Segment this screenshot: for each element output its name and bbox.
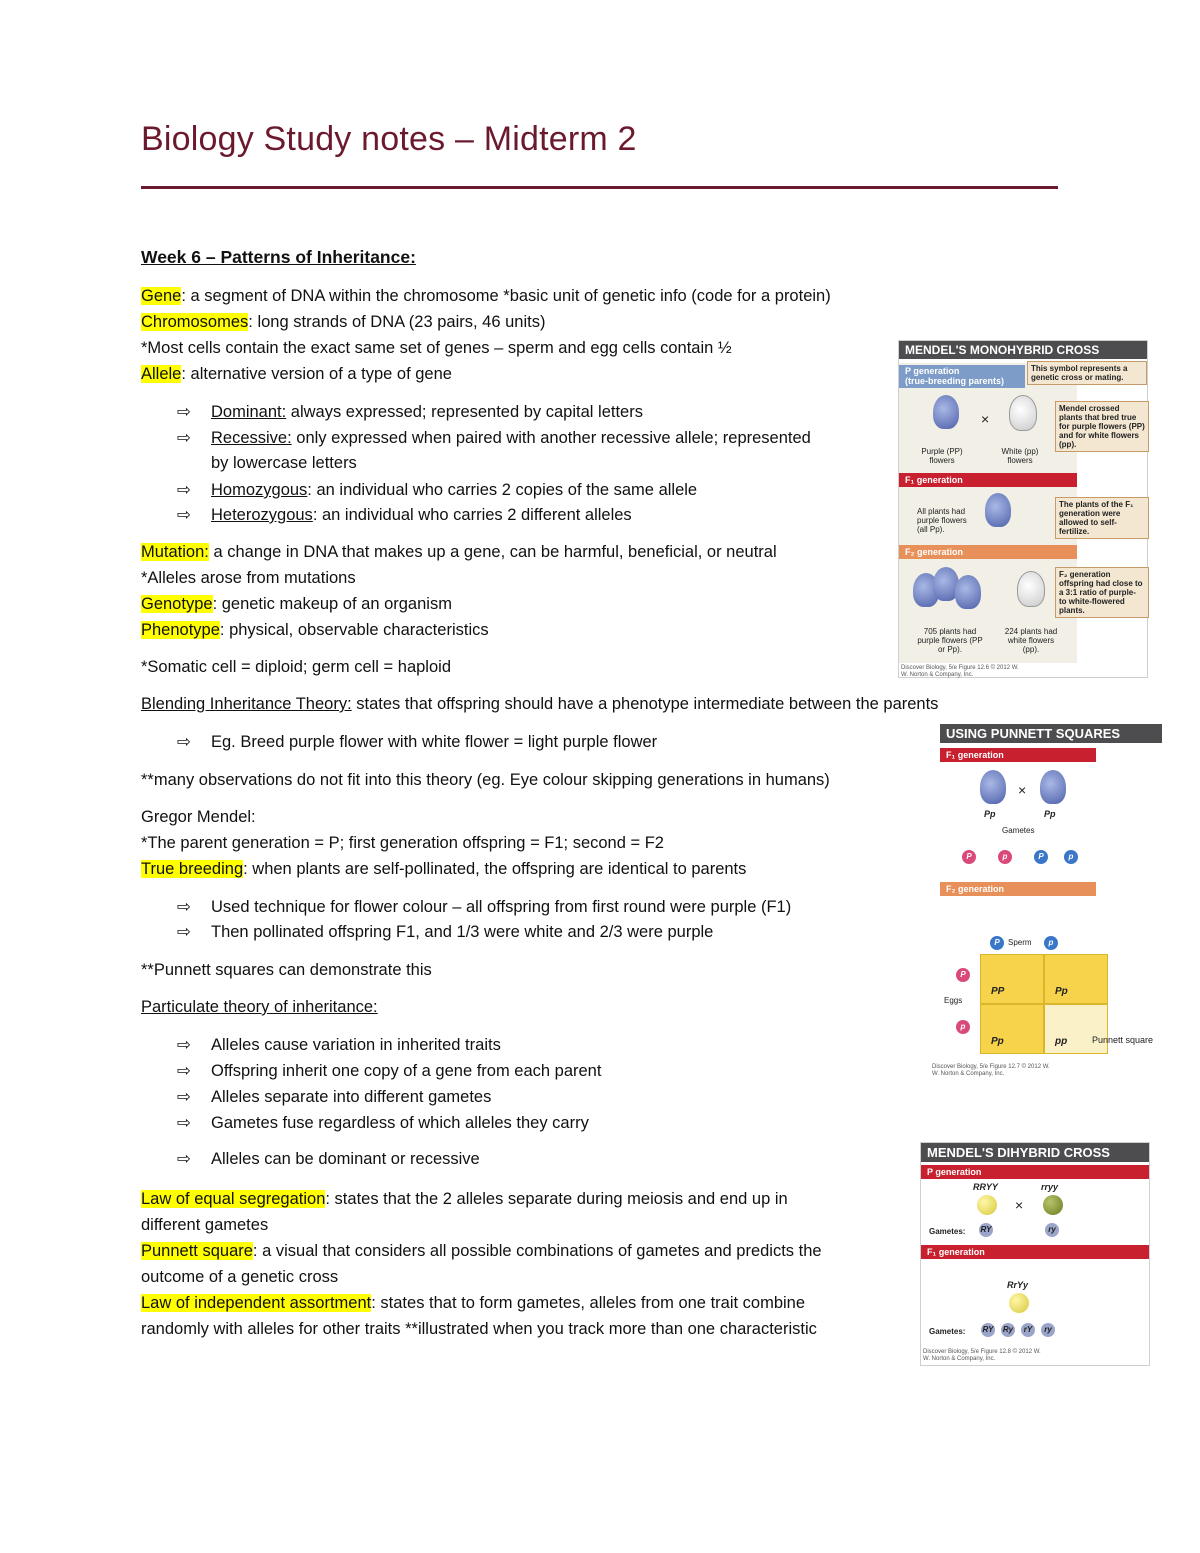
punnett-demo-line: **Punnett squares can demonstrate this: [141, 961, 432, 979]
hetero-item: [177, 504, 632, 526]
sperm-label: Sperm: [1008, 938, 1032, 947]
gamete-icon: RY: [981, 1323, 995, 1337]
punnett-def: : a visual that considers all possible combinations of gametes and predicts the: [252, 1242, 822, 1260]
rryy-lower-label: rryy: [1041, 1182, 1059, 1192]
symbol-callout: This symbol represents a genetic cross or mating.: [1027, 361, 1147, 385]
f1-pea-icon: [1009, 1293, 1029, 1313]
somatic-line: *Somatic cell = diploid; germ cell = haploid: [141, 658, 451, 676]
gamete-P-icon: P: [962, 850, 976, 864]
recessive-def: only expressed when paired with another recessive allele; represented: [291, 429, 811, 447]
segregation-term: Law of equal segregation: [141, 1190, 326, 1208]
white-flower-icon: [1009, 395, 1037, 431]
gamete-P-icon: P: [1034, 850, 1048, 864]
arrow-icon: ⇨: [177, 481, 191, 499]
egg-p-icon: p: [956, 1020, 970, 1034]
genotype-term: Genotype: [141, 595, 213, 613]
punnett-cont: outcome of a genetic cross: [141, 1268, 339, 1286]
gametes-label: Gametes:: [929, 1227, 966, 1236]
arrow-icon: ⇨: [177, 1062, 191, 1080]
pp-right-label: Pp: [1044, 809, 1056, 819]
then-poll-item: [177, 921, 713, 943]
particulate-text-2: Offspring inherit one copy of a gene from each parent: [211, 1062, 602, 1080]
recessive-cont: by lowercase letters: [211, 454, 357, 472]
segregation-def: : states that the 2 alleles separate during meiosis and end up in: [325, 1190, 788, 1208]
arrow-icon: ⇨: [177, 429, 191, 447]
arrow-icon: ⇨: [177, 1036, 191, 1054]
punnett-cell: [980, 954, 1044, 1004]
purple-705-label: 705 plants had purple flowers (PP or Pp).: [917, 627, 983, 654]
punnett-cell: [980, 1004, 1044, 1054]
p-gen-sub: (true-breeding parents): [905, 376, 1005, 386]
p-gen-label: P generation: [905, 366, 960, 376]
punnett-header: USING PUNNETT SQUARES: [940, 724, 1162, 743]
purple-flower-icon: [933, 395, 959, 429]
phenotype-def: : physical, observable characteristics: [219, 621, 489, 639]
purple-pp-label: Purple (PP) flowers: [921, 447, 963, 465]
f2-purple-flower-icon: [955, 575, 981, 609]
segregation-line: [141, 1188, 788, 1210]
phenotype-term: Phenotype: [141, 621, 220, 639]
particulate-text-5: Alleles can be dominant or recessive: [211, 1150, 480, 1168]
sperm-P-icon: P: [990, 936, 1004, 950]
rryy-upper-label: RRYY: [973, 1182, 998, 1192]
gamete-icon: ry: [1041, 1323, 1055, 1337]
independent-term: Law of independent assortment: [141, 1294, 372, 1312]
particulate-item-2: [177, 1060, 601, 1082]
arrow-icon: ⇨: [177, 506, 191, 524]
chrom-term: Chromosomes: [141, 313, 249, 331]
parent-gen-line: *The parent generation = P; first generation offspring = F1; second = F2: [141, 834, 664, 852]
f1-flower-icon: [985, 493, 1011, 527]
dominant-def: always expressed; represented by capital letters: [286, 403, 643, 421]
eggs-label: Eggs: [944, 996, 963, 1005]
wrinkled-green-pea-icon: [1043, 1195, 1063, 1215]
gametes-f1-label: Gametes:: [929, 1327, 966, 1336]
punnett-cell: [1044, 1004, 1108, 1054]
particulate-text-4: Gametes fuse regardless of which alleles they carry: [211, 1114, 589, 1132]
white-pp-label: White (pp) flowers: [1001, 447, 1039, 465]
allele-def: : alternative version of a type of gene: [181, 365, 452, 383]
dominant-term: Dominant:: [211, 403, 287, 421]
mutation-def: a change in DNA that makes up a gene, can be harmful, beneficial, or neutral: [208, 543, 777, 561]
dihybrid-credit: Discover Biology, 5/e Figure 12.8 © 2012 W. W. Norton & Company, Inc.: [923, 1349, 1041, 1362]
dominant-item: [177, 401, 643, 423]
dihybrid-figure: [920, 1142, 1150, 1366]
punnett-line: [141, 1240, 822, 1262]
monohybrid-header: MENDEL'S MONOHYBRID CROSS: [899, 341, 1147, 359]
monohybrid-credit: Discover Biology, 5/e Figure 12.6 © 2012 W. W. Norton & Company, Inc.: [901, 665, 1019, 678]
sperm-p-icon: p: [1044, 936, 1058, 950]
punnett-figure: [932, 724, 1162, 1077]
independent-line: [141, 1292, 805, 1314]
segregation-cont: different gametes: [141, 1216, 269, 1234]
blending-line: [141, 693, 938, 715]
egg-P-icon: P: [956, 968, 970, 982]
homo-item: [177, 479, 697, 501]
blending-eg-item: [177, 731, 657, 753]
f1-generation-band: F₁ generation: [899, 473, 1077, 487]
chrom-line: [141, 311, 545, 333]
arrow-icon: ⇨: [177, 923, 191, 941]
dihybrid-header: MENDEL'S DIHYBRID CROSS: [921, 1143, 1149, 1162]
arrow-icon: ⇨: [177, 403, 191, 421]
punnett-credit: Discover Biology, 5/e Figure 12.7 © 2012 W. W. Norton & Company, Inc.: [932, 1064, 1050, 1077]
then-poll: Then pollinated offspring F1, and 1/3 were white and 2/3 were purple: [211, 923, 714, 941]
f2-generation-band: F₂ generation: [899, 545, 1077, 559]
title-rule: [141, 186, 1058, 189]
particulate-item-1: [177, 1034, 501, 1056]
white-224-label: 224 plants had white flowers (pp).: [1004, 627, 1058, 654]
gene-def: : a segment of DNA within the chromosome *basic unit of genetic info (code for a protein): [181, 287, 831, 305]
f2-callout: F₂ generation offspring had close to a 3:1 ratio of purple- to white-flowered plants.: [1055, 567, 1149, 618]
used-tech: Used technique for flower colour – all offspring from first round were purple (F1): [211, 898, 792, 916]
crossed-callout: Mendel crossed plants that bred true for purple flowers (PP) and for white flowers (pp).: [1055, 401, 1149, 452]
chrom-def: : long strands of DNA (23 pairs, 46 units): [248, 313, 546, 331]
gamete-icon: rY: [1021, 1323, 1035, 1337]
most-cells-line: *Most cells contain the exact same set of genes – sperm and egg cells contain ½: [141, 339, 732, 357]
blending-def: states that offspring should have a phenotype intermediate between the parents: [351, 695, 939, 713]
homo-term: Homozygous: [211, 481, 308, 499]
all-plants-label: All plants had purple flowers (all Pp).: [917, 507, 967, 534]
recessive-item: [177, 427, 811, 449]
cross-icon: ×: [1018, 782, 1027, 798]
blending-term: Blending Inheritance Theory:: [141, 695, 352, 713]
page-title: Biology Study notes – Midterm 2: [141, 120, 637, 158]
week-heading: [141, 246, 416, 268]
mendel-line: Gregor Mendel:: [141, 808, 256, 826]
arrow-icon: ⇨: [177, 1088, 191, 1106]
true-breeding-term: True breeding: [141, 860, 244, 878]
gene-term: Gene: [141, 287, 182, 305]
arrow-icon: ⇨: [177, 1114, 191, 1132]
gene-line: [141, 285, 831, 307]
homo-def: : an individual who carries 2 copies of the same allele: [307, 481, 698, 499]
independent-cont: randomly with alleles for other traits **illustrated when you track more than one characteristic: [141, 1320, 817, 1338]
many-obs-line: **many observations do not fit into this theory (eg. Eye colour skipping generations in humans): [141, 771, 830, 789]
pp-left-label: Pp: [984, 809, 996, 819]
arrow-icon: ⇨: [177, 733, 191, 751]
allele-term: Allele: [141, 365, 182, 383]
used-tech-item: [177, 896, 791, 918]
round-yellow-pea-icon: [977, 1195, 997, 1215]
punnett-cell: [1044, 954, 1108, 1004]
mutation-term: Mutation:: [141, 543, 209, 561]
mutation-line: [141, 541, 777, 563]
gamete-RY-icon: RY: [979, 1223, 993, 1237]
hetero-term: Heterozygous: [211, 506, 313, 524]
arrow-icon: ⇨: [177, 1150, 191, 1168]
punnett-square-label: Punnett square: [1092, 1035, 1154, 1045]
punnett-term: Punnett square: [141, 1242, 253, 1260]
particulate-text-1: Alleles cause variation in inherited traits: [211, 1036, 501, 1054]
gamete-p-icon: p: [1064, 850, 1078, 864]
gametes-label: Gametes: [1002, 826, 1035, 835]
particulate-text-3: Alleles separate into different gametes: [211, 1088, 492, 1106]
f1-callout: The plants of the F₁ generation were allowed to self-fertilize.: [1055, 497, 1149, 539]
week-heading-text: Week 6 – Patterns of Inheritance:: [141, 247, 416, 267]
particulate-term: Particulate theory of inheritance:: [141, 998, 378, 1016]
particulate-item-4: [177, 1112, 589, 1134]
gamete-ry-icon: ry: [1045, 1223, 1059, 1237]
independent-def: : states that to form gametes, alleles from one trait combine: [371, 1294, 806, 1312]
recessive-term: Recessive:: [211, 429, 292, 447]
hetero-def: : an individual who carries 2 different alleles: [312, 506, 632, 524]
gamete-icon: Ry: [1001, 1323, 1015, 1337]
punnett-f2-band: F₂ generation: [940, 882, 1096, 896]
monohybrid-figure: [898, 340, 1148, 678]
genotype-def: : genetic makeup of an organism: [212, 595, 452, 613]
f1-right-flower-icon: [1040, 770, 1066, 804]
cell-label: Pp: [1055, 986, 1068, 997]
cell-label: Pp: [991, 1036, 1004, 1047]
f2-white-flower-icon: [1017, 571, 1045, 607]
true-breeding-line: [141, 858, 746, 880]
allele-line: [141, 363, 452, 385]
p-generation-band: [899, 365, 1025, 388]
f1-left-flower-icon: [980, 770, 1006, 804]
cell-label: pp: [1055, 1036, 1068, 1047]
true-breeding-def: : when plants are self-pollinated, the offspring are identical to parents: [243, 860, 747, 878]
cross-icon: ×: [981, 411, 990, 427]
dihybrid-p-band: P generation: [921, 1165, 1149, 1179]
rryy-f1-label: RrYy: [1007, 1280, 1029, 1290]
phenotype-line: [141, 619, 489, 641]
cell-label: PP: [991, 986, 1005, 997]
cross-icon: ×: [1015, 1197, 1024, 1213]
particulate-item-5: [177, 1148, 480, 1170]
dihybrid-f1-band: F₁ generation: [921, 1245, 1149, 1259]
gamete-p-icon: p: [998, 850, 1012, 864]
genotype-line: [141, 593, 452, 615]
particulate-item-3: [177, 1086, 491, 1108]
punnett-f1-band: F₁ generation: [940, 748, 1096, 762]
blending-eg: Eg. Breed purple flower with white flower = light purple flower: [211, 733, 658, 751]
arrow-icon: ⇨: [177, 898, 191, 916]
particulate-line: [141, 996, 378, 1018]
alleles-arose-line: *Alleles arose from mutations: [141, 569, 356, 587]
